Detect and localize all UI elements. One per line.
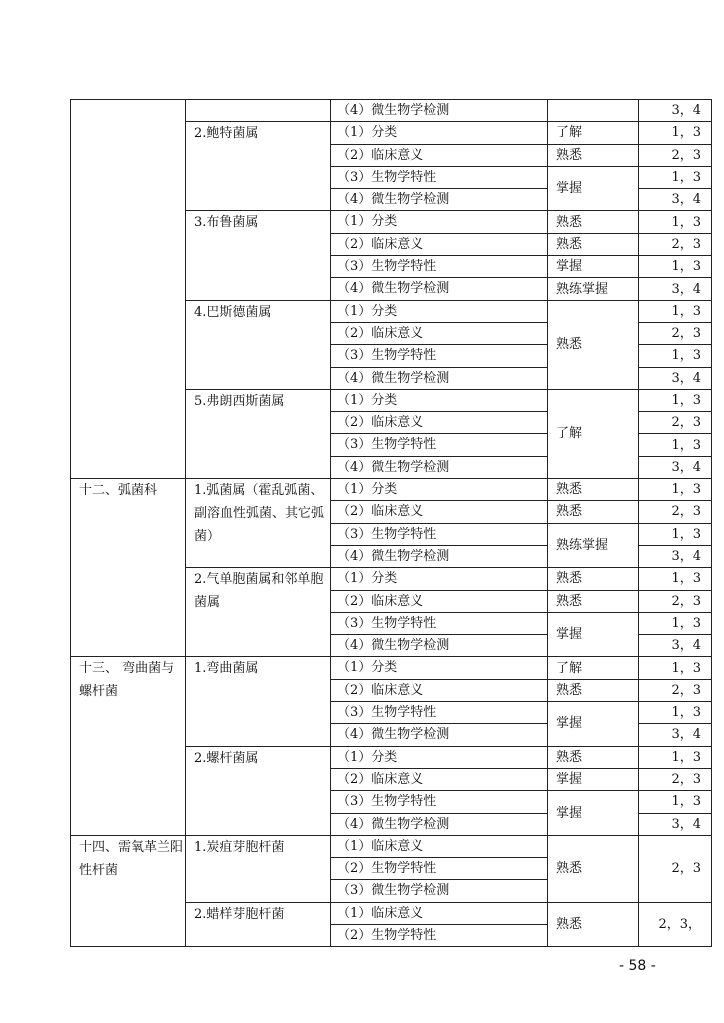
unit-cell: 1，3 xyxy=(639,256,712,278)
topic-cell: （2）临床意义 xyxy=(331,322,548,344)
requirement-cell xyxy=(548,100,639,122)
topic-cell: （3）微生物学检测 xyxy=(331,880,548,902)
unit-cell: 1，3 xyxy=(639,479,712,501)
unit-cell: 2，3 xyxy=(639,590,712,612)
topic-cell: （1）分类 xyxy=(331,657,548,679)
unit-cell: 3，4 xyxy=(639,545,712,567)
topic-cell: （1）分类 xyxy=(331,389,548,411)
requirement-cell: 熟悉 xyxy=(548,144,639,166)
unit-cell: 1，3 xyxy=(639,791,712,813)
topic-cell: （4）微生物学检测 xyxy=(331,813,548,835)
unit-cell: 1，3 xyxy=(639,746,712,768)
genus-cell: 1.炭疽芽胞杆菌 xyxy=(186,835,331,902)
unit-cell: 2，3 xyxy=(639,768,712,790)
requirement-cell: 了解 xyxy=(548,122,639,144)
unit-cell: 1，3 xyxy=(639,389,712,411)
unit-cell: 3，4 xyxy=(639,100,712,122)
unit-cell: 2，3 xyxy=(639,835,712,902)
requirement-cell: 了解 xyxy=(548,389,639,478)
topic-cell: （4）微生物学检测 xyxy=(331,189,548,211)
unit-cell: 3，4 xyxy=(639,813,712,835)
genus-cell: 5.弗朗西斯菌属 xyxy=(186,389,331,478)
topic-cell: （2）临床意义 xyxy=(331,501,548,523)
unit-cell: 1，3 xyxy=(639,345,712,367)
requirement-cell: 熟练掌握 xyxy=(548,278,639,300)
requirement-cell: 熟悉 xyxy=(548,211,639,233)
topic-cell: （1）分类 xyxy=(331,211,548,233)
unit-cell: 1，3 xyxy=(639,612,712,634)
topic-cell: （2）临床意义 xyxy=(331,768,548,790)
genus-cell: 1.弯曲菌属 xyxy=(186,657,331,746)
table-row xyxy=(71,657,712,679)
unit-cell: 2，3 xyxy=(639,144,712,166)
genus-cell: 2.鲍特菌属 xyxy=(186,122,331,211)
unit-cell: 2，3 xyxy=(639,501,712,523)
topic-cell: （1）临床意义 xyxy=(331,902,548,924)
requirement-cell: 熟悉 xyxy=(548,902,639,947)
genus-cell: 2.气单胞菌属和邻单胞菌属 xyxy=(186,568,331,657)
genus-cell: 1.弧菌属（霍乱弧菌、副溶血性弧菌、其它弧菌） xyxy=(186,479,331,568)
table-row xyxy=(71,835,712,857)
requirement-cell: 熟悉 xyxy=(548,590,639,612)
unit-cell: 1，3 xyxy=(639,523,712,545)
unit-cell: 1，3 xyxy=(639,166,712,188)
genus-cell xyxy=(186,100,331,122)
genus-cell: 2.螺杆菌属 xyxy=(186,746,331,835)
topic-cell: （2）临床意义 xyxy=(331,679,548,701)
genus-cell: 3.布鲁菌属 xyxy=(186,211,331,300)
topic-cell: （3）生物学特性 xyxy=(331,791,548,813)
unit-cell: 2，3， xyxy=(639,902,712,947)
topic-cell: （2）临床意义 xyxy=(331,144,548,166)
topic-cell: （3）生物学特性 xyxy=(331,166,548,188)
topic-cell: （2）临床意义 xyxy=(331,233,548,255)
requirement-cell: 熟悉 xyxy=(548,568,639,590)
requirement-cell: 熟悉 xyxy=(548,835,639,902)
topic-cell: （4）微生物学检测 xyxy=(331,278,548,300)
unit-cell: 3，4 xyxy=(639,635,712,657)
table-body xyxy=(71,100,712,947)
topic-cell: （2）临床意义 xyxy=(331,590,548,612)
chapter-cell xyxy=(71,100,186,479)
requirement-cell: 掌握 xyxy=(548,702,639,747)
requirement-cell: 掌握 xyxy=(548,791,639,836)
requirement-cell: 掌握 xyxy=(548,768,639,790)
table-row xyxy=(71,479,712,501)
topic-cell: （3）生物学特性 xyxy=(331,256,548,278)
unit-cell: 1，3 xyxy=(639,657,712,679)
genus-cell: 2.蜡样芽胞杆菌 xyxy=(186,902,331,947)
topic-cell: （4）微生物学检测 xyxy=(331,724,548,746)
requirement-cell: 熟练掌握 xyxy=(548,523,639,568)
unit-cell: 2，3 xyxy=(639,412,712,434)
unit-cell: 3，4 xyxy=(639,189,712,211)
unit-cell: 2，3 xyxy=(639,322,712,344)
requirement-cell: 熟悉 xyxy=(548,746,639,768)
unit-cell: 3，4 xyxy=(639,367,712,389)
topic-cell: （1）临床意义 xyxy=(331,835,548,857)
chapter-cell: 十二、弧菌科 xyxy=(71,479,186,657)
topic-cell: （2）临床意义 xyxy=(331,412,548,434)
topic-cell: （1）分类 xyxy=(331,479,548,501)
topic-cell: （2）生物学特性 xyxy=(331,924,548,946)
topic-cell: （1）分类 xyxy=(331,300,548,322)
unit-cell: 2，3 xyxy=(639,679,712,701)
unit-cell: 1，3 xyxy=(639,211,712,233)
chapter-cell: 十三、 弯曲菌与螺杆菌 xyxy=(71,657,186,835)
unit-cell: 1，3 xyxy=(639,702,712,724)
topic-cell: （3）生物学特性 xyxy=(331,702,548,724)
requirement-cell: 熟悉 xyxy=(548,501,639,523)
unit-cell: 1，3 xyxy=(639,300,712,322)
topic-cell: （3）生物学特性 xyxy=(331,345,548,367)
genus-cell: 4.巴斯德菌属 xyxy=(186,300,331,389)
topic-cell: （3）生物学特性 xyxy=(331,612,548,634)
unit-cell: 3，4 xyxy=(639,456,712,478)
topic-cell: （3）生物学特性 xyxy=(331,434,548,456)
topic-cell: （4）微生物学检测 xyxy=(331,100,548,122)
table-row xyxy=(71,100,712,122)
unit-cell: 1，3 xyxy=(639,568,712,590)
topic-cell: （4）微生物学检测 xyxy=(331,635,548,657)
requirement-cell: 掌握 xyxy=(548,256,639,278)
topic-cell: （1）分类 xyxy=(331,746,548,768)
requirement-cell: 了解 xyxy=(548,657,639,679)
topic-cell: （1）分类 xyxy=(331,568,548,590)
topic-cell: （4）微生物学检测 xyxy=(331,545,548,567)
requirement-cell: 熟悉 xyxy=(548,300,639,389)
requirement-cell: 熟悉 xyxy=(548,233,639,255)
topic-cell: （2）生物学特性 xyxy=(331,858,548,880)
topic-cell: （4）微生物学检测 xyxy=(331,367,548,389)
unit-cell: 2，3 xyxy=(639,233,712,255)
page-number: - 58 - xyxy=(619,958,656,974)
requirement-cell: 熟悉 xyxy=(548,679,639,701)
unit-cell: 3，4 xyxy=(639,724,712,746)
requirement-cell: 掌握 xyxy=(548,612,639,657)
unit-cell: 1，3 xyxy=(639,122,712,144)
topic-cell: （4）微生物学检测 xyxy=(331,456,548,478)
unit-cell: 1，3 xyxy=(639,434,712,456)
topic-cell: （1）分类 xyxy=(331,122,548,144)
requirement-cell: 掌握 xyxy=(548,166,639,211)
topic-cell: （3）生物学特性 xyxy=(331,523,548,545)
requirement-cell: 熟悉 xyxy=(548,479,639,501)
unit-cell: 3，4 xyxy=(639,278,712,300)
content-table xyxy=(70,99,712,947)
chapter-cell: 十四、需氧革兰阳性杆菌 xyxy=(71,835,186,946)
